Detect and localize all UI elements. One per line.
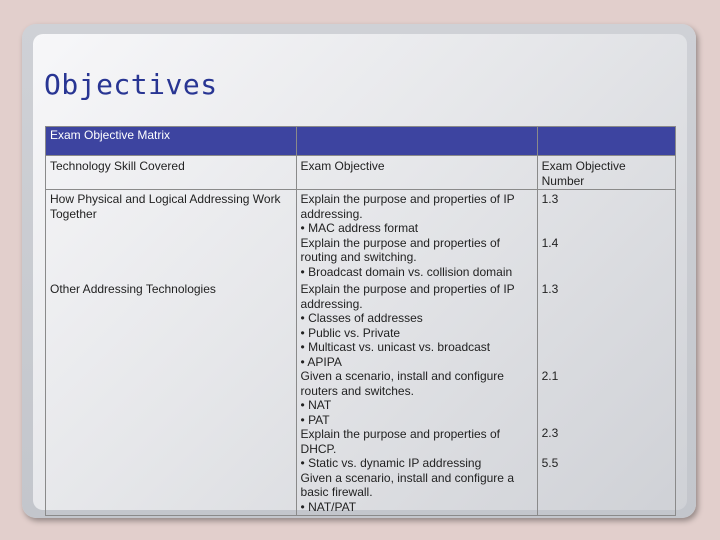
- objective-line: • Static vs. dynamic IP addressing: [300, 456, 482, 470]
- objective-line: • Classes of addresses: [300, 311, 423, 325]
- objective-number: 1.4: [541, 235, 559, 250]
- header-number: Exam Objective Number: [537, 156, 675, 190]
- objective-line: Explain the purpose and properties of DHCP.: [300, 427, 500, 456]
- objective-line: • PAT: [300, 412, 330, 427]
- number-cell: [537, 190, 675, 281]
- objective-line: Given a scenario, install and configure a basic firewall.: [300, 470, 514, 499]
- number-cell: [537, 280, 675, 516]
- objective-cell: [296, 190, 537, 281]
- skill-cell: Other Addressing Technologies: [46, 280, 297, 516]
- objective-number: 1.3: [541, 192, 559, 206]
- table-row: [46, 190, 676, 281]
- matrix-band-cell: [296, 127, 537, 156]
- objective-line: • NAT/PAT: [300, 499, 357, 514]
- matrix-band-label: Exam Objective Matrix: [46, 127, 297, 156]
- exam-objective-matrix: [45, 126, 676, 516]
- objective-line: • Public vs. Private: [300, 325, 401, 340]
- objective-line: • NAT: [300, 398, 332, 412]
- objective-line: Explain the purpose and properties of IP addressing.: [300, 282, 515, 311]
- objective-line: • APIPA: [300, 354, 342, 369]
- slide-title: Objectives: [44, 68, 218, 101]
- objective-number: 1.3: [541, 282, 559, 296]
- objective-line: • Multicast vs. unicast vs. broadcast: [300, 340, 491, 354]
- header-row: [46, 156, 676, 190]
- objective-cell: [296, 280, 537, 516]
- objective-line: • MAC address format: [300, 221, 419, 235]
- matrix-band-row: [46, 127, 676, 156]
- objective-number: 2.3: [541, 426, 559, 440]
- table-row: [46, 280, 676, 516]
- objective-line: Given a scenario, install and configure routers and switches.: [300, 369, 504, 398]
- matrix-band-cell: [537, 127, 675, 156]
- header-objective: Exam Objective: [296, 156, 537, 190]
- header-skill: Technology Skill Covered: [46, 156, 297, 190]
- skill-cell: How Physical and Logical Addressing Work Together: [46, 190, 297, 281]
- objective-line: • Broadcast domain vs. collision domain: [300, 264, 513, 279]
- objective-line: Explain the purpose and properties of IP addressing.: [300, 192, 515, 221]
- objective-number: 5.5: [541, 455, 559, 470]
- objective-line: Explain the purpose and properties of routing and switching.: [300, 235, 500, 264]
- objective-number: 2.1: [541, 368, 559, 383]
